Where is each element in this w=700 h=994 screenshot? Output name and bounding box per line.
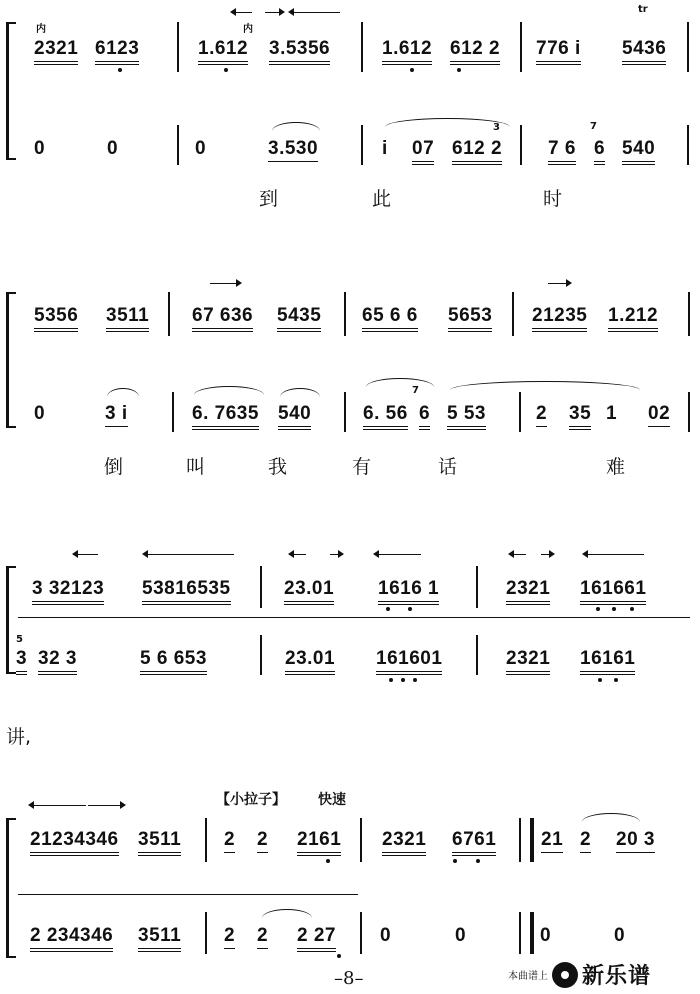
barline (205, 912, 207, 954)
note-group: 23.01 (284, 578, 334, 605)
note-group: 2 (257, 925, 268, 949)
note-group: 6. 7635 (192, 403, 259, 430)
note-group: 2 27 (297, 925, 336, 952)
note-group: 1616 1 (378, 578, 439, 605)
note-group: 5653 (448, 305, 492, 332)
note-group: 3.5356 (269, 38, 330, 65)
lyric-char: 我 (268, 456, 288, 478)
note-group: 3511 (106, 305, 149, 332)
note-group: 612 2 (450, 38, 500, 65)
lyric-char: 难 (606, 456, 626, 478)
note-group: 2161 (297, 829, 341, 856)
slur (272, 122, 320, 131)
slur (366, 378, 434, 387)
system-line (18, 617, 690, 618)
note-group: 5356 (34, 305, 78, 332)
ornament-trill: tr (638, 4, 648, 15)
repeat-barline (519, 912, 534, 954)
glide-arrow (290, 12, 340, 13)
page-number: –8– (334, 968, 364, 989)
system-brace (6, 292, 16, 428)
note-group: 5 53 (447, 403, 486, 430)
barline (260, 635, 262, 675)
note-group: 1 (606, 403, 618, 424)
octave-dot (413, 678, 417, 682)
lyric-char: 此 (372, 188, 392, 210)
lyric-char: 到 (259, 188, 279, 210)
note-group: 32 3 (38, 648, 77, 675)
slur (385, 118, 510, 127)
note-group: 0 (540, 925, 552, 946)
barline (361, 22, 363, 72)
watermark-caption: 本曲谱上 (508, 971, 548, 982)
note-group: 21234346 (30, 829, 119, 856)
lyric-char: 倒 (104, 456, 124, 478)
note-group: 776 i (536, 38, 581, 65)
glide-arrow (88, 805, 124, 806)
note-group: 2321 (506, 648, 550, 675)
lyric-char: 时 (543, 188, 563, 210)
system-brace (6, 566, 16, 674)
barline (519, 392, 521, 432)
note-group: 2 (257, 829, 268, 853)
note-group: 7 6 (548, 138, 576, 165)
note-group: 1.612 (382, 38, 432, 65)
note-group: 02 (648, 403, 670, 427)
octave-dot (326, 859, 330, 863)
ornament-nei: 内 (36, 24, 46, 35)
slur (280, 388, 320, 397)
note-group: 2321 (506, 578, 550, 605)
grace-note: 3 (493, 122, 500, 133)
note-group: 0 (380, 925, 392, 946)
octave-dot (389, 678, 393, 682)
note-group: 3511 (138, 829, 181, 856)
note-group: 161661 (580, 578, 646, 605)
lyric-char: 有 (352, 456, 372, 478)
barline (476, 635, 478, 675)
barline (360, 912, 362, 954)
vinyl-record-icon (552, 962, 578, 988)
note-group: 0 (34, 403, 46, 424)
note-group: i (382, 138, 388, 159)
octave-dot (630, 607, 634, 611)
note-group: 35 (569, 403, 591, 430)
ornament-nei: 内 (243, 24, 253, 35)
glide-arrow (375, 554, 421, 555)
watermark-brand: 新乐谱 (582, 964, 652, 989)
barline (360, 818, 362, 862)
note-group: 53816535 (142, 578, 231, 605)
note-group: 6. 56 (363, 403, 408, 430)
note-group: 2 234346 (30, 925, 113, 952)
note-group: 23.01 (285, 648, 335, 675)
note-group: 2 (224, 829, 235, 853)
barline (344, 392, 346, 432)
glide-arrow (144, 554, 234, 555)
glide-arrow (548, 283, 570, 284)
note-group: 20 3 (616, 829, 655, 853)
barline (688, 292, 690, 336)
note-group: 5435 (277, 305, 321, 332)
glide-arrow (290, 554, 306, 555)
note-group: 67 636 (192, 305, 253, 332)
lyric-char: 讲, (6, 726, 32, 748)
note-group: 0 (34, 138, 46, 159)
barline (177, 125, 179, 165)
octave-dot (614, 678, 618, 682)
note-group: 540 (622, 138, 655, 165)
note-group: 3.530 (268, 138, 318, 162)
note-group: 65 6 6 (362, 305, 418, 332)
octave-dot (476, 859, 480, 863)
system-brace (6, 22, 16, 160)
grace-note: 5 (16, 634, 23, 645)
note-group: 540 (278, 403, 311, 430)
note-group: 21 (541, 829, 563, 853)
tempo-marking: 快速 (318, 792, 346, 808)
barline (168, 292, 170, 336)
barline (520, 125, 522, 165)
barline (688, 392, 690, 432)
glide-arrow (30, 805, 86, 806)
note-group: 1.612 (198, 38, 248, 65)
barline (687, 22, 689, 72)
octave-dot (453, 859, 457, 863)
slur (582, 813, 640, 822)
barline (520, 22, 522, 72)
lyric-char: 话 (438, 456, 458, 478)
note-group: 3 i (105, 403, 128, 427)
octave-dot (401, 678, 405, 682)
barline (260, 566, 262, 608)
barline (512, 292, 514, 336)
note-group: 3 32123 (32, 578, 104, 605)
note-group: 2321 (34, 38, 78, 65)
site-watermark (508, 959, 651, 990)
note-group: 5436 (622, 38, 666, 65)
octave-dot (408, 607, 412, 611)
note-group: 6 (419, 403, 430, 430)
glide-arrow (210, 283, 240, 284)
note-group: 2 (224, 925, 235, 949)
octave-dot (598, 678, 602, 682)
octave-dot (457, 68, 461, 72)
slur (262, 909, 312, 918)
octave-dot (118, 68, 122, 72)
octave-dot (612, 607, 616, 611)
barline (344, 292, 346, 336)
glide-arrow (330, 554, 342, 555)
lyric-char: 叫 (186, 456, 206, 478)
glide-arrow (74, 554, 98, 555)
glide-arrow (541, 554, 553, 555)
glide-arrow (510, 554, 526, 555)
barline (172, 392, 174, 432)
octave-dot (386, 607, 390, 611)
barline (476, 566, 478, 608)
octave-dot (337, 954, 341, 958)
note-group: 6761 (452, 829, 496, 856)
octave-dot (410, 68, 414, 72)
note-group: 6123 (95, 38, 139, 65)
slur (450, 381, 640, 390)
barline (361, 125, 363, 165)
slur (107, 388, 139, 397)
barline (177, 22, 179, 72)
slur (194, 386, 264, 395)
octave-dot (596, 607, 600, 611)
note-group: 161601 (376, 648, 442, 675)
note-group: 07 (412, 138, 434, 165)
note-group: 2321 (382, 829, 426, 856)
section-label: 【小拉子】 (216, 792, 286, 808)
barline (205, 818, 207, 862)
system-line (18, 894, 358, 895)
note-group: 3511 (138, 925, 181, 952)
repeat-barline (519, 818, 534, 862)
note-group: 21235 (532, 305, 587, 332)
note-group: 6 (594, 138, 605, 165)
glide-arrow (265, 12, 283, 13)
note-group: 2 (536, 403, 547, 427)
note-group: 612 2 (452, 138, 502, 165)
glide-arrow (232, 12, 252, 13)
note-group: 3 (16, 648, 27, 675)
note-group: 0 (455, 925, 467, 946)
note-group: 5 6 653 (140, 648, 207, 675)
grace-note: 7 (412, 385, 419, 396)
note-group: 2 (580, 829, 591, 853)
note-group: 0 (614, 925, 626, 946)
barline (687, 125, 689, 165)
octave-dot (224, 68, 228, 72)
grace-note: 7 (590, 121, 597, 132)
note-group: 0 (195, 138, 207, 159)
note-group: 16161 (580, 648, 635, 675)
note-group: 1.212 (608, 305, 658, 332)
note-group: 0 (107, 138, 119, 159)
system-brace (6, 818, 16, 958)
glide-arrow (584, 554, 644, 555)
